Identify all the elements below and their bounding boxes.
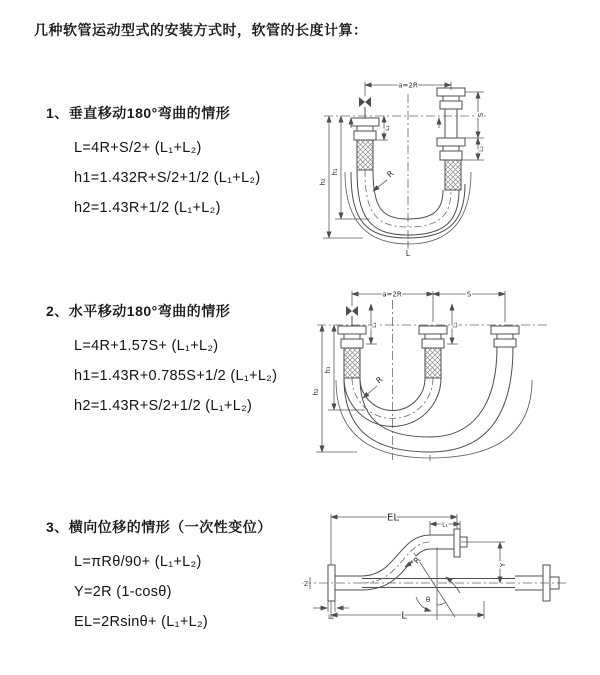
middle-pipe-fitting: [419, 326, 447, 378]
top-span-dimension: [352, 291, 505, 323]
formula-length: L=4R+S/2+ (L₁+L₂): [74, 140, 202, 156]
radius-callout: [373, 169, 396, 191]
h1-label: h₁: [331, 168, 339, 176]
section-3-heading: 3、横向位移的情形（一次性变位）: [46, 519, 272, 535]
l2-label: L₂: [452, 322, 459, 328]
page-title: 几种软管运动型式的安装方式时，软管的长度计算：: [34, 22, 368, 38]
formula-h1: h1=1.432R+S/2+1/2 (L₁+L₂): [74, 170, 261, 186]
valve-icon: [346, 306, 358, 326]
radius-callout: [405, 555, 423, 567]
h-dimensions: [319, 116, 370, 238]
braided-hose-section: [425, 348, 441, 378]
stroke-dimension: [462, 92, 485, 160]
section-2-formulas: [74, 331, 277, 421]
end-fitting-dimensions: [366, 304, 459, 344]
radius-callout: [363, 375, 385, 398]
span-label: a=2R: [398, 81, 418, 90]
centerline-break-mark: Z: [304, 581, 309, 588]
formula-length: L=πRθ/90+ (L₁+L₂): [74, 554, 202, 570]
h1-label: h₁: [324, 366, 332, 374]
section-1-formulas: [74, 133, 261, 223]
left-pipe-fitting: [351, 118, 379, 170]
diagram-vertical-180-bend: [308, 72, 593, 260]
el-label: EL: [387, 512, 399, 524]
y-label: Y: [499, 562, 507, 568]
braided-hose-section: [357, 140, 373, 170]
formula-length: L=4R+1.57S+ (L₁+L₂): [74, 338, 219, 354]
y-dimension: [461, 542, 507, 583]
braided-hose-section: [445, 160, 461, 190]
right-pipe-fitting: [491, 326, 519, 347]
length-label: L: [405, 249, 411, 258]
centerlines: [324, 94, 488, 258]
section-1: [46, 103, 261, 223]
top-span-dimension: [365, 82, 451, 97]
radius-label: R: [374, 374, 385, 386]
left-pipe-fitting: [338, 326, 366, 378]
formula-h2: h2=1.43R+1/2 (L₁+L₂): [74, 200, 221, 216]
s-label: S: [477, 112, 485, 118]
right-pipe-fitting: [437, 88, 465, 190]
el-dimension: [331, 513, 457, 566]
diagram-lateral-displacement: [300, 505, 600, 640]
h-dimensions: [312, 325, 365, 452]
l1-label: L₁: [384, 125, 391, 131]
right-upper-flange-fitting: [430, 529, 467, 557]
h2-label: h₂: [319, 178, 327, 186]
braided-hose-section: [344, 348, 360, 378]
formula-y: Y=2R (1-cosθ): [74, 584, 172, 600]
l1-label: L₁: [371, 322, 378, 328]
h2-label: h₂: [312, 388, 320, 396]
formula-el: EL=2Rsinθ+ (L₁+L₂): [74, 614, 209, 630]
radius-label: R: [385, 168, 396, 180]
section-3: [46, 517, 272, 637]
s-label: S: [466, 290, 472, 299]
section-2: [46, 301, 277, 421]
theta-label: θ: [425, 596, 431, 604]
radius-label: R: [411, 555, 423, 566]
diagram-horizontal-180-bend: [305, 280, 600, 465]
section-2-heading: 2、水平移动180°弯曲的情形: [46, 303, 231, 319]
l2-label: L₂: [478, 146, 485, 152]
formula-h2: h2=1.43R+S/2+1/2 (L₁+L₂): [74, 398, 253, 414]
l1-label: L₁: [442, 521, 448, 529]
l-dimension: [331, 601, 484, 622]
formula-h1: h1=1.43R+0.785S+1/2 (L₁+L₂): [74, 368, 278, 384]
valve-icon: [359, 97, 371, 118]
angle-construction: [411, 547, 460, 620]
section-3-formulas: [74, 547, 272, 637]
section-1-heading: 1、垂直移动180°弯曲的情形: [46, 105, 231, 121]
l2-label: L₂: [328, 614, 334, 621]
span-label: a=2R: [382, 290, 402, 299]
l-label: L: [401, 610, 407, 622]
